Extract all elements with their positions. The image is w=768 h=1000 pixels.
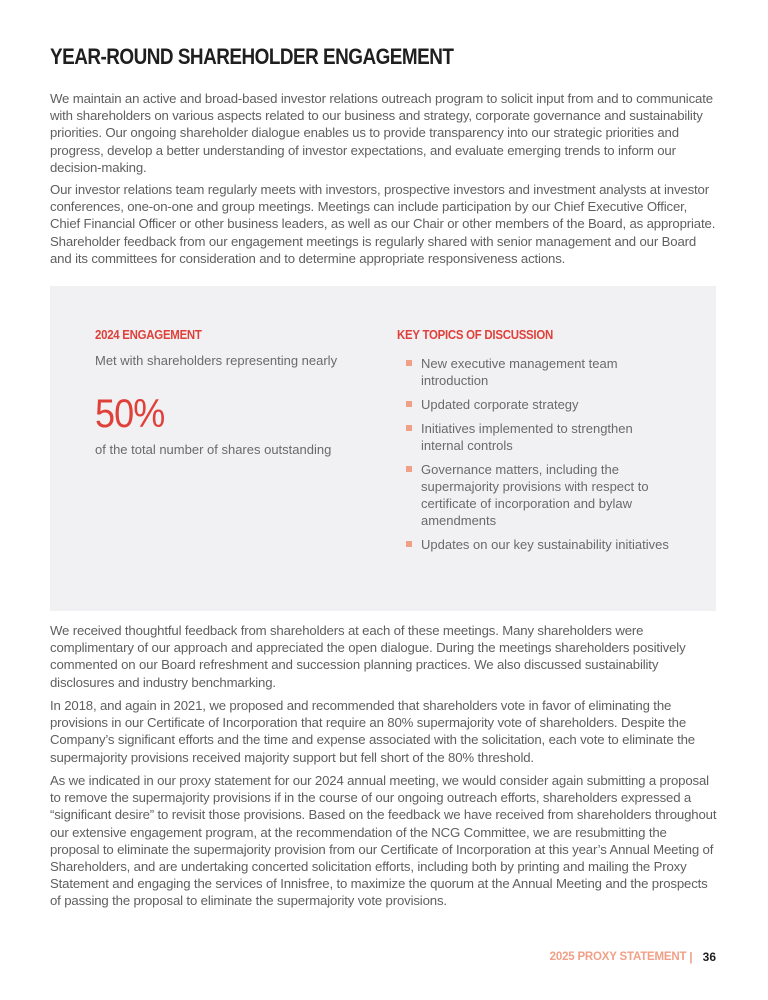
footer-separator: | [689, 950, 693, 964]
square-bullet-icon [406, 360, 412, 366]
engagement-stat: 50% [95, 392, 165, 436]
key-topics-list [405, 355, 675, 560]
topic-item [405, 355, 675, 389]
topic-text: Initiatives implemented to strengthen internal controls [421, 421, 633, 453]
page-number: 36 [702, 950, 716, 964]
resubmission-paragraph: As we indicated in our proxy statement for our 2024 annual meeting, we would consider again submitting a proposal to remove the supermajority provisions if in the course of our ongoing outreach efforts, shareholders expressed a “significant desire” to revisit those provisions. Based on the feedback we have received from shareholders throughout our extensive engagement program, at the recommendation of the NCG Committee, we are resubmitting the proposal to eliminate the supermajority provision from our Certificate of Incorporation at this year’s Annual Meeting of Shareholders, and are undertaking concerted solicitation efforts, including both by printing and mailing the Proxy Statement and engaging the services of Innisfree, to maximize the quorum at the Annual Meeting and the prospects of passing the proposal to eliminate the supermajority vote provisions. [50, 773, 717, 909]
engagement-heading: 2024 ENGAGEMENT [95, 327, 202, 342]
topic-text: New executive management team introduction [421, 356, 618, 388]
square-bullet-icon [406, 425, 412, 431]
intro-paragraph-2: Our investor relations team regularly meets with investors, prospective investors and investment analysts at investor conferences, one-on-one and group meetings. Meetings can include participation by our Chief Executive Officer, Chief Financial Officer or other business leaders, as well as our Chair or other members of the Board, as appropriate. Shareholder feedback from our engagement meetings is regularly shared with senior management and our Board and its committees for consideration and to determine appropriate responsiveness actions. [50, 182, 716, 266]
square-bullet-icon [406, 401, 412, 407]
topic-text: Governance matters, including the supermajority provisions with respect to certificate of incorporation and bylaw amendments [421, 462, 649, 528]
page-footer [550, 950, 716, 964]
topic-text: Updated corporate strategy [421, 397, 579, 412]
key-topics-heading: KEY TOPICS OF DISCUSSION [397, 327, 553, 342]
supermajority-history-paragraph: In 2018, and again in 2021, we proposed and recommended that shareholders vote in favor of eliminating the provisions in our Certificate of Incorporation that require an 80% supermajority vote of shareholders. Despite the Company’s significant efforts and the time and expense associated with the solicitation, each vote to eliminate the supermajority provisions received majority support but fell short of the 80% threshold. [50, 698, 695, 765]
square-bullet-icon [406, 541, 412, 547]
square-bullet-icon [406, 466, 412, 472]
feedback-paragraph: We received thoughtful feedback from shareholders at each of these meetings. Many shareholders were complimentary of our approach and appreciated the open dialogue. During the meetings shareholders positively commented on our Board refreshment and succession planning practices. We also discussed sustainability disclosures and industry benchmarking. [50, 623, 686, 690]
topic-item [405, 461, 675, 529]
engagement-caption: of the total number of shares outstanding [95, 442, 332, 457]
engagement-intro: Met with shareholders representing nearly [95, 353, 338, 368]
footer-document-title: 2025 PROXY STATEMENT [549, 951, 687, 963]
topic-text: Updates on our key sustainability initiatives [421, 537, 669, 552]
page-title: YEAR-ROUND SHAREHOLDER ENGAGEMENT [50, 44, 454, 69]
topic-item [405, 420, 675, 454]
topic-item [405, 536, 675, 553]
intro-paragraph-1: We maintain an active and broad-based investor relations outreach program to solicit input from and to communicate with shareholders on various aspects related to our business and strategy, corporate governance and sustainability priorities. Our ongoing shareholder dialogue enables us to provide transparency into our strategic priorities and progress, develop a better understanding of investor expectations, and evaluate emerging trends to inform our decision-making. [50, 91, 713, 175]
topic-item [405, 396, 675, 413]
